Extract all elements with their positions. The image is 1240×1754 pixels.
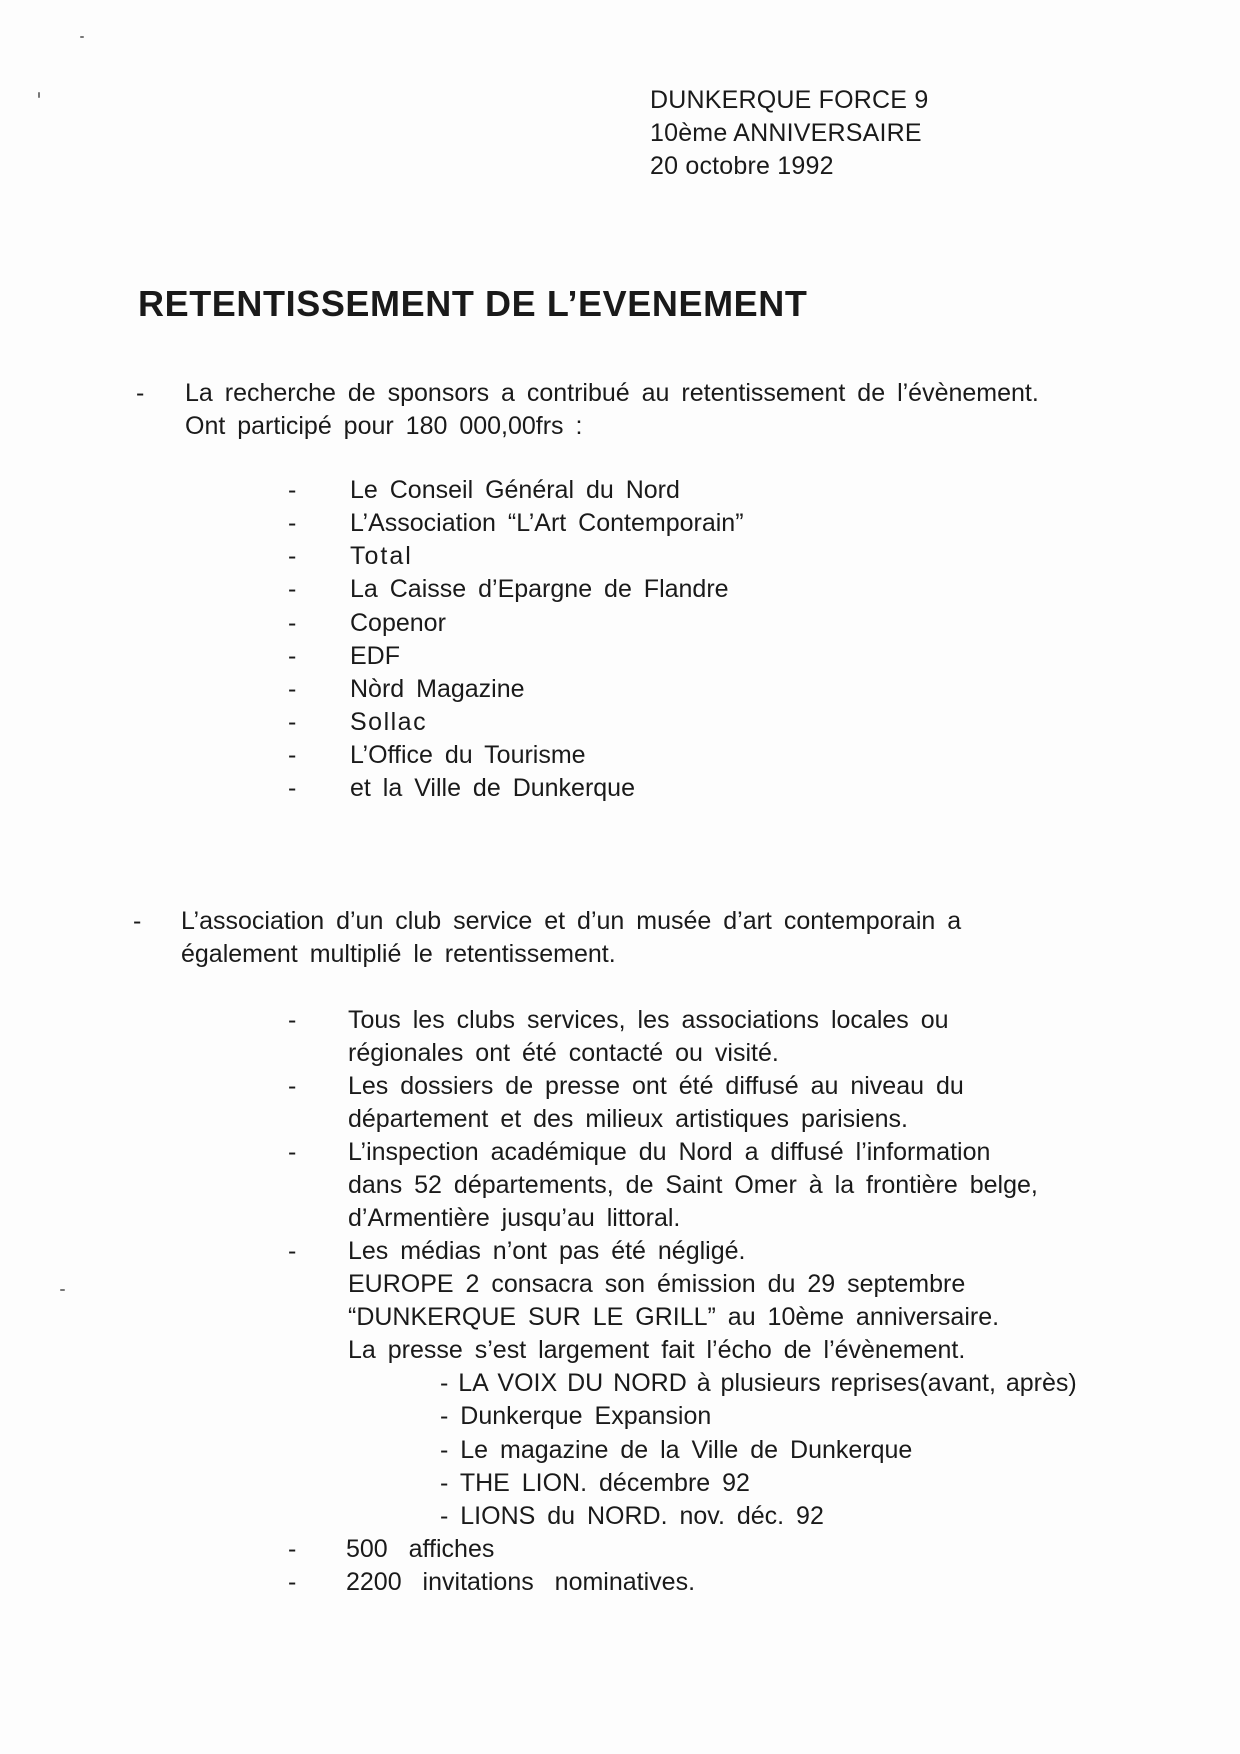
bullet-dash: - <box>288 1237 297 1265</box>
bullet-dash: - <box>288 509 297 537</box>
sponsor-item: L’Office du Tourisme <box>350 741 586 769</box>
press-item: - Le magazine de la Ville de Dunkerque <box>440 1436 913 1464</box>
press-item: - LA VOIX DU NORD à plusieurs reprises(avant, après) <box>440 1369 1077 1397</box>
header-org: DUNKERQUE FORCE 9 <box>650 86 929 114</box>
bullet-dash: - <box>288 708 297 736</box>
list-item-line: Tous les clubs services, les associations locales ou <box>348 1006 949 1034</box>
sponsor-item: EDF <box>350 642 400 670</box>
scan-speck <box>80 36 84 38</box>
list-item-line: département et des milieux artistiques parisiens. <box>348 1105 908 1133</box>
bullet-dash: - <box>288 542 297 570</box>
bullet-dash: - <box>288 476 297 504</box>
scan-speck <box>60 1289 65 1291</box>
section1-intro-line: Ont participé pour 180 000,00frs : <box>185 412 583 440</box>
bullet-dash: - <box>133 907 142 935</box>
bullet-dash: - <box>288 774 297 802</box>
bullet-dash: - <box>288 1072 297 1100</box>
bullet-dash: - <box>288 1138 297 1166</box>
bullet-dash: - <box>288 609 297 637</box>
section1-intro-line: La recherche de sponsors a contribué au retentissement de l’évènement. <box>185 379 1039 407</box>
press-item: - LIONS du NORD. nov. déc. 92 <box>440 1502 824 1530</box>
list-item-line: EUROPE 2 consacra son émission du 29 septembre <box>348 1270 966 1298</box>
list-item-line: “DUNKERQUE SUR LE GRILL” au 10ème anniversaire. <box>348 1303 1000 1331</box>
bullet-dash: - <box>288 1535 297 1563</box>
sponsor-item: Total <box>350 542 413 570</box>
bullet-dash: - <box>136 379 145 407</box>
section2-intro-line: également multiplié le retentissement. <box>181 940 616 968</box>
list-item-line: d’Armentière jusqu’au littoral. <box>348 1204 681 1232</box>
header-anniversary: 10ème ANNIVERSAIRE <box>650 119 922 147</box>
sponsor-item: Le Conseil Général du Nord <box>350 476 680 504</box>
sponsor-item: L’Association “L’Art Contemporain” <box>350 509 744 537</box>
section2-intro-line: L’association d’un club service et d’un musée d’art contemporain a <box>181 907 962 935</box>
bullet-dash: - <box>288 675 297 703</box>
sponsor-item: Nòrd Magazine <box>350 675 525 703</box>
sponsor-item: La Caisse d’Epargne de Flandre <box>350 575 729 603</box>
press-item: - Dunkerque Expansion <box>440 1402 712 1430</box>
list-item-line: L’inspection académique du Nord a diffusé l’information <box>348 1138 991 1166</box>
bullet-dash: - <box>288 741 297 769</box>
list-item-line: régionales ont été contacté ou visité. <box>348 1039 779 1067</box>
list-item-line: dans 52 départements, de Saint Omer à la frontière belge, <box>348 1171 1038 1199</box>
header-date: 20 octobre 1992 <box>650 152 834 180</box>
list-item-line: 2200 invitations nominatives. <box>346 1568 696 1596</box>
bullet-dash: - <box>288 575 297 603</box>
list-item-line: Les médias n’ont pas été négligé. <box>348 1237 746 1265</box>
scan-speck <box>38 92 40 98</box>
bullet-dash: - <box>288 1568 297 1596</box>
bullet-dash: - <box>288 1006 297 1034</box>
sponsor-item: et la Ville de Dunkerque <box>350 774 635 802</box>
list-item-line: Les dossiers de presse ont été diffusé au niveau du <box>348 1072 964 1100</box>
sponsor-item: Copenor <box>350 609 446 637</box>
list-item-line: 500 affiches <box>346 1535 495 1563</box>
list-item-line: La presse s’est largement fait l’écho de l’évènement. <box>348 1336 966 1364</box>
press-item: - THE LION. décembre 92 <box>440 1469 750 1497</box>
sponsor-item: Sollac <box>350 708 428 736</box>
bullet-dash: - <box>288 642 297 670</box>
document-header <box>650 84 928 183</box>
page-title: RETENTISSEMENT DE L’EVENEMENT <box>138 283 808 324</box>
